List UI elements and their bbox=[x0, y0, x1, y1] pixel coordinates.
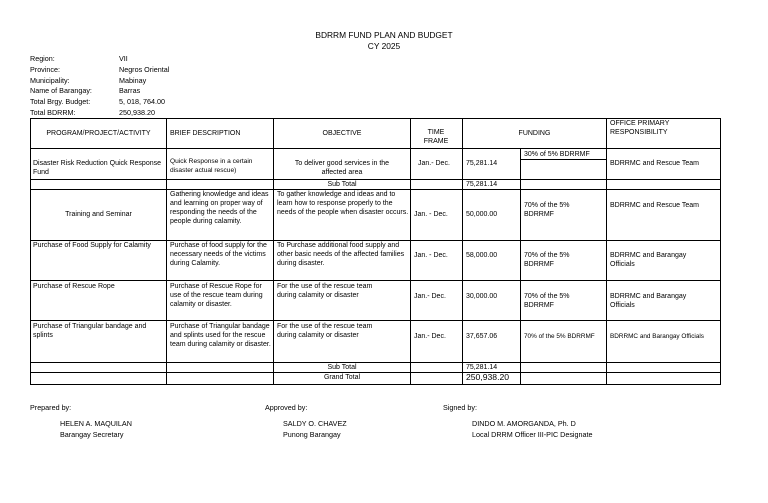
column-divider bbox=[520, 148, 521, 385]
row2-amount: 50,000.00 bbox=[466, 211, 498, 218]
document-title: BDRRM FUND PLAN AND BUDGET bbox=[315, 30, 453, 40]
signed-by-name: DINDO M. AMORGANDA, Ph. D bbox=[472, 419, 576, 428]
row4-source: 70% of the 5% BDRRMF bbox=[524, 293, 570, 309]
row2-time-frame: Jan. - Dec. bbox=[414, 211, 448, 218]
row5-program: Purchase of Triangular bandage and splints bbox=[33, 323, 147, 339]
subtotal-amount-2: 75,281.14 bbox=[466, 364, 498, 371]
column-divider bbox=[462, 118, 463, 385]
approved-by-label: Approved by: bbox=[265, 403, 308, 412]
row5-source: 70% of the 5% BDRRMF bbox=[524, 333, 595, 340]
info-value-barangay: Barras bbox=[119, 86, 141, 96]
table-border-bottom bbox=[30, 384, 721, 385]
signed-by-label: Signed by: bbox=[443, 403, 477, 412]
info-value-region: VII bbox=[119, 54, 128, 63]
row1-office: BDRRMC and Rescue Team bbox=[610, 160, 699, 167]
row1-objective: To deliver good services in the affected area bbox=[294, 160, 390, 176]
signed-by-position: Local DRRM Officer III-PIC Designate bbox=[472, 430, 593, 439]
row1-program: Disaster Risk Reduction Quick Response Fund bbox=[33, 160, 161, 176]
info-value-total-bdrrm: 250,938.20 bbox=[119, 108, 155, 117]
row3-program: Purchase of Food Supply for Calamity bbox=[33, 242, 151, 249]
funding-note-divider bbox=[520, 159, 606, 160]
row4-objective: For the use of the rescue team during calamity or disaster bbox=[277, 283, 373, 299]
row1-time-frame: Jan.- Dec. bbox=[418, 160, 450, 167]
grand-total-label: Grand Total bbox=[323, 374, 361, 381]
header-time-frame: TIME FRAME bbox=[423, 129, 449, 145]
row3-objective: To Purchase additional food supply and other basic needs of the affected families during disaster. bbox=[277, 242, 405, 267]
column-divider bbox=[606, 118, 607, 385]
row4-description: Purchase of Rescue Rope for use of the rescue team during calamity or disaster. bbox=[170, 283, 263, 308]
table-border-left bbox=[30, 118, 31, 385]
table-header-divider bbox=[30, 148, 721, 149]
row4-time-frame: Jan.- Dec. bbox=[414, 293, 446, 300]
column-divider bbox=[410, 118, 411, 385]
header-description: BRIEF DESCRIPTION bbox=[170, 130, 241, 137]
prepared-by-name: HELEN A. MAQUILAN bbox=[60, 419, 132, 428]
info-label-total-bdrrm: Total BDRRM: bbox=[30, 108, 76, 117]
row4-amount: 30,000.00 bbox=[466, 293, 498, 300]
approved-by-name: SALDY O. CHAVEZ bbox=[283, 419, 347, 428]
info-label-municipality: Municipality: bbox=[30, 75, 70, 85]
info-label-region: Region: bbox=[30, 54, 55, 63]
column-divider bbox=[166, 118, 167, 385]
row2-office: BDRRMC and Rescue Team bbox=[610, 202, 699, 209]
info-value-brgy-budget: 5, 018, 764.00 bbox=[119, 97, 165, 107]
row1-amount: 75,281.14 bbox=[466, 160, 498, 167]
row5-amount: 37,657.06 bbox=[466, 333, 498, 340]
info-value-province: Negros Oriental bbox=[119, 64, 170, 74]
header-objective: OBJECTIVE bbox=[322, 130, 362, 137]
row-divider bbox=[30, 280, 721, 281]
row3-source: 70% of the 5% BDRRMF bbox=[524, 252, 570, 268]
row2-source: 70% of the 5% BDRRMF bbox=[524, 202, 570, 218]
prepared-by-position: Barangay Secretary bbox=[60, 430, 124, 439]
row5-description: Purchase of Triangular bandage and splints used for the rescue team during calamity or disaster. bbox=[170, 323, 271, 348]
row1-description: Quick Response in a certain disaster actual rescue) bbox=[170, 158, 253, 174]
row3-description: Purchase of food supply for the necessary needs of the victims during Calamity. bbox=[170, 242, 267, 267]
header-office: OFFICE PRIMARY RESPONSIBILITY bbox=[610, 120, 670, 136]
document-subtitle: CY 2025 bbox=[367, 41, 401, 51]
info-label-brgy-budget: Total Brgy. Budget: bbox=[30, 97, 91, 107]
grand-total-amount: 250,938.20 bbox=[466, 372, 510, 382]
row5-office: BDRRMC and Barangay Officials bbox=[610, 333, 705, 340]
row5-objective: For the use of the rescue team during calamity or disaster bbox=[277, 323, 373, 339]
row-divider bbox=[30, 320, 721, 321]
row5-time-frame: Jan.- Dec. bbox=[414, 333, 446, 340]
row3-amount: 58,000.00 bbox=[466, 252, 498, 259]
column-divider bbox=[273, 118, 274, 385]
header-program: PROGRAM/PROJECT/ACTIVITY bbox=[46, 130, 151, 137]
subtotal-label: Sub Total bbox=[327, 181, 357, 188]
row2-description: Gathering knowledge and ideas and learning on proper way of responding the needs of the people during calamity. bbox=[170, 191, 269, 225]
row2-program: Training and Seminar bbox=[65, 211, 132, 218]
info-value-municipality: Mabinay bbox=[119, 75, 147, 85]
table-border-right bbox=[720, 118, 721, 385]
approved-by-position: Punong Barangay bbox=[283, 430, 341, 439]
row3-time-frame: Jan. - Dec. bbox=[414, 252, 448, 259]
subtotal-amount: 75,281.14 bbox=[466, 181, 498, 188]
header-funding: FUNDING bbox=[518, 130, 551, 137]
row4-office: BDRRMC and Barangay Officials bbox=[610, 293, 687, 309]
info-label-barangay: Name of Barangay: bbox=[30, 86, 92, 96]
row3-office: BDRRMC and Barangay Officials bbox=[610, 252, 687, 268]
row4-program: Purchase of Rescue Rope bbox=[33, 283, 115, 290]
info-label-province: Province: bbox=[30, 64, 60, 74]
prepared-by-label: Prepared by: bbox=[30, 403, 72, 412]
row2-objective: To gather knowledge and ideas and to learn how to response properly to the needs of the people when disaster occurs. bbox=[277, 191, 409, 216]
funding-note: 30% of 5% BDRRMF bbox=[524, 151, 590, 158]
subtotal-label-2: Sub Total bbox=[327, 364, 357, 371]
